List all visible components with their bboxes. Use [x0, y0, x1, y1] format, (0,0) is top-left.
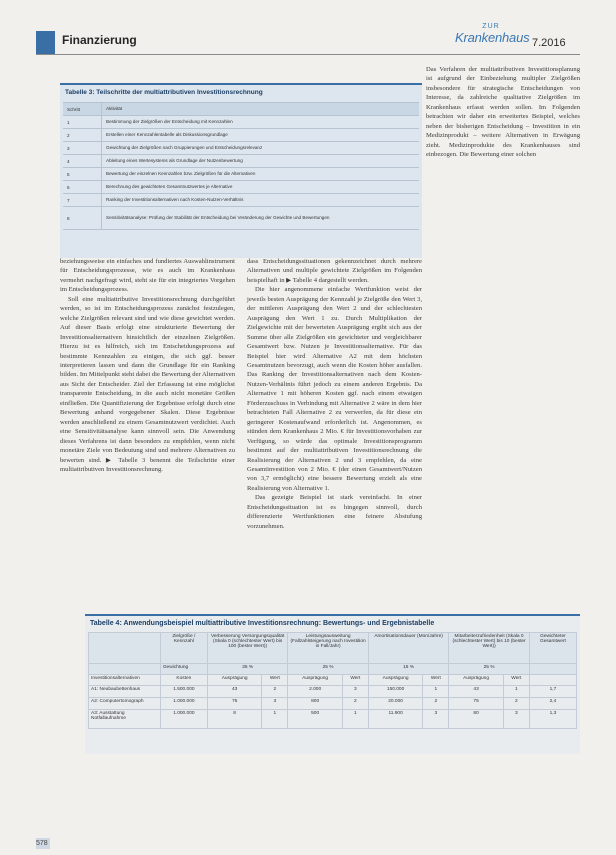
value-cell: 75: [207, 698, 261, 710]
step-number: 3: [63, 142, 102, 154]
value-cell: 3: [503, 710, 529, 729]
section-color-tab: [36, 31, 55, 54]
issue-number: 7.2016: [532, 37, 566, 49]
step-number: 2: [63, 129, 102, 141]
subheader-kosten: Kosten: [160, 675, 207, 686]
table-row: [63, 193, 419, 206]
total-cell: 2,4: [529, 698, 576, 710]
table-4-title: Tabelle 4: Anwendungsbeispiel multiattributive Investitionsrechnung: Bewertungs- und Ergebnistabelle: [90, 620, 435, 627]
cost-cell: 1.500.000: [160, 686, 207, 698]
weight-value: 25 %: [288, 664, 368, 675]
table-3-title: Tabelle 3: Teilschritte der multiattributiven Investitionsrechnung: [65, 89, 263, 96]
value-cell: 2: [342, 698, 368, 710]
table-4-box: [85, 614, 580, 754]
paragraph: Das Verfahren der multiattributiven Investitionsplanung ist aufgrund der Einbeziehung multipler Zielgrößen insbesondere für strategische Entscheidungen von Interesse, da zahlreiche qualitative Zielgrößen im Krankenhaus erfasst werden sollen. Im Folgenden betrachten wir daher ein erweitertes Beispiel, welches neben der bisherigen Entscheidung – Investition in ein Medizinprodukt – weitere Alternativen in Erwägung zieht. Medizinprodukte des Krankenhauses sind einbezogen. Die Bewertung einer solchen: [426, 66, 580, 159]
table-4-weights-row: [89, 664, 577, 675]
section-title: Finanzierung: [62, 33, 137, 47]
value-cell: 3: [423, 710, 449, 729]
alternative-name: A1: Neubaubettenhaus: [89, 686, 161, 698]
table-row: [89, 686, 577, 698]
step-activity: Ableitung eines Wertesystems als Grundlage der Nutzenbewertung: [106, 158, 243, 163]
weight-value: 15 %: [368, 664, 448, 675]
value-cell: 2.000: [288, 686, 342, 698]
step-number: 4: [63, 155, 102, 167]
table-3-box: [60, 83, 422, 258]
paragraph: Die hier angenommene einfache Wertfunktion weist der jeweils besten Ausprägung der Kennzahl je Zielgröße den Wert 3, der mittleren Ausprägung den Wert 2 und der schlechtesten Ausprägung den Wert 1 zu. Durch Multiplikation der Zielgewichte mit der bewerteten Ausprägung ergibt sich aus der Summe über alle Zielgrößen ein gewichteter und vergleichbarer Gesamtwert bzw. Nutzen je Investitionsalternative. Für das Beispiel hier wird Alternative A2 mit dem höchsten Gesamtnutzen bevorzugt, auch wenn die Kosten höher ausfallen. Das Ranking der Investitionsalternativen nach dem Kosten-Nutzen-Verhältnis führt jedoch zu einem anderen Ergebnis. Da Alternative 1 mit höheren Kosten ggf. nach einem etwaigen Förderzuschuss in Verbindung mit Alternative 2 wäre in dem hier betrachteten Fall Alternative 2 zu verwerfen, da für diese ein geringerer Kostenaufwand erforderlich ist. Angenommen, es stünden dem Krankenhaus 2 Mio. € für Investitionsvorhaben zur Verfügung, so würde das optimale Investitionsprogramm bestimmt auf der multiattributiven Investitionsrechnung die Realisierung der Alternativen 2 und 3 empfehlen, da eine Gesamtinvestition von 2 Mio. € (der einen Gesamtwert/Nutzen von 3,7 ermöglicht) eine bessere Bewertung erzielt als eine Realisierung von Alternative 1.: [247, 286, 422, 492]
header-gesamtwert: Gewichteter Gesamtwert: [529, 633, 576, 664]
step-number: 8: [63, 207, 102, 229]
empty-cell: [89, 633, 161, 664]
subheader-wert: Wert: [262, 675, 288, 686]
step-number: 5: [63, 168, 102, 180]
step-number: 6: [63, 181, 102, 193]
value-cell: 1: [423, 686, 449, 698]
value-cell: 150.000: [368, 686, 422, 698]
header-mitarbeiterzufriedenheit: Mitarbeiterzufriedenheit (Skala 0 (schlechtester Wert) bis 10 (bester Wert)): [449, 633, 529, 664]
value-cell: 75: [449, 698, 503, 710]
value-cell: 2: [262, 686, 288, 698]
header-versorgungsqualitaet: Verbesserung Versorgungsqualität (Skala 0 (schlechtester Wert) bis 100 (bester Wert)): [207, 633, 287, 664]
page-number: 578: [36, 840, 48, 847]
table-4-subheader-row: [89, 675, 577, 686]
header-divider: [36, 54, 580, 55]
header-zielgroesse: Zielgröße / Kennzahl: [160, 633, 207, 664]
value-cell: 2: [423, 698, 449, 710]
value-cell: 20.000: [368, 698, 422, 710]
table-3-header-step: Schritt: [63, 103, 102, 115]
alternative-name: A2: Computertomograph: [89, 698, 161, 710]
right-column-text: [426, 65, 580, 160]
subheader-wert: Wert: [503, 675, 529, 686]
subheader-auspraegung: Ausprägung: [288, 675, 342, 686]
magazine-logo: [455, 23, 530, 53]
alternative-name: A3: Ausstattung Notfallaufnahme: [89, 710, 161, 729]
cost-cell: 1.000.000: [160, 698, 207, 710]
paragraph: dass Entscheidungssituationen gekennzeichnet durch mehrere Alternativen und multiple gewichtete Zielgrößen im Folgenden beispielhaft in ▶ Tabelle 4 dargestellt werden.: [247, 258, 422, 284]
value-cell: 8: [207, 710, 261, 729]
subheader-wert: Wert: [342, 675, 368, 686]
step-activity: Gewichtung der Zielgrößen nach Gruppierungen und Entscheidungsrelevanz: [106, 145, 263, 150]
logo-big-text: Krankenhaus: [455, 30, 530, 45]
table-row: [63, 141, 419, 154]
step-number: 7: [63, 194, 102, 206]
logo-small-text: ZUR: [482, 23, 500, 30]
cost-cell: 1.000.000: [160, 710, 207, 729]
total-cell: 1,7: [529, 686, 576, 698]
weight-value: 25 %: [449, 664, 529, 675]
table-row: [63, 128, 419, 141]
step-activity: Sensitivitätsanalyse: Prüfung der Stabilität der Entscheidung bei Veränderung der Gewichte und Bewertungen: [106, 215, 330, 220]
value-cell: 500: [288, 710, 342, 729]
table-3-header-activity: Aktivität: [106, 106, 123, 111]
value-cell: 43: [207, 686, 261, 698]
table-3-header-row: [63, 102, 419, 115]
step-activity: Erstellen einer Kennzahlentabelle als Diskussionsgrundlage: [106, 132, 228, 137]
subheader-alternatives: Investitionsalternativen: [89, 675, 161, 686]
value-cell: 43: [449, 686, 503, 698]
value-cell: 3: [262, 698, 288, 710]
paragraph: Das gezeigte Beispiel ist stark vereinfacht. In einer Entscheidungssituation ist es hingegen sinnvoll, durch differenzierte Wertfunktionen eine feinere Abstufung vorzunehmen.: [247, 494, 422, 530]
table-row: [89, 698, 577, 710]
table-3-grid: [63, 102, 419, 230]
table-row: [63, 154, 419, 167]
header-amortisationsdauer: Amortisationsdauer (Mon/Jahre): [368, 633, 448, 664]
weight-value: 35 %: [207, 664, 287, 675]
step-activity: Bewertung der einzelnen Kennzahlen bzw. Zielgrößen für die Alternativen: [106, 171, 256, 176]
empty-cell: [529, 675, 576, 686]
value-cell: 3: [342, 686, 368, 698]
empty-cell: [89, 664, 161, 675]
paragraph: beziehungsweise ein einfaches und fundiertes Auswahlinstrument für Entscheidungsprozesse, wie es auch im Krankenhaus vermehrt nachgefragt wird, steht sie für ein integriertes Vorgehen im Entscheidungsprozess.: [60, 258, 235, 294]
table-row: [63, 167, 419, 180]
table-row: [63, 206, 419, 230]
table-row: [63, 115, 419, 128]
step-activity: Bestimmung der Zielgrößen der Entscheidung mit Kennzahlen: [106, 119, 233, 124]
header-leistungsausweitung: Leistungsausweitung (Fallzahlsteigerung nach Investition in Fall/Jahr): [288, 633, 368, 664]
left-column-text: [60, 257, 235, 474]
paragraph: Soll eine multiattributive Investitionsrechnung durchgeführt werden, so ist im Entscheidungsprozess zunächst festzulegen, welche Zielgrößen relevant sind und wie diese gewichtet werden. Auf dieser Basis erfolgt eine strukturierte Bewertung der Investitionsalternativen hinsichtlich der einzelnen Zielgrößen. Hierzu ist es hilfreich, sich im Entscheidungsprozess auf bestimmte Kennzahlen zu einigen, die sich ggf. besser interpretieren lassen und dann die Grundlage für ein Ranking bilden. Im Mittelpunkt steht dabei die Bewertung der Alternativen aus Sicht der Entscheider. Ziel der Erfassung ist eine möglichst transparente Entscheidung, in die auch nicht monetäre Größen einfließen. Die Quantifizierung der Ergebnisse erfolgt durch eine Bewertung anhand vorgegebener Skalen. Diese Ergebnisse werden anschließend zu einem Gesamtnutzwert verdichtet. Auch eine Sensitivitätsanalyse kann sinnvoll sein. Die Anwendung dieses Verfahrens ist dann besonders zu empfehlen, wenn nicht monetäre Ziele von Bedeutung sind und mehrere Alternativen zu bewerten sind. ▶ Tabelle 3 benennt die Teilschritte einer multiattributiven Investitionsrechnung.: [60, 295, 235, 473]
subheader-auspraegung: Ausprägung: [368, 675, 422, 686]
step-activity: Berechnung des gewichteten Gesamtnutzwertes je Alternative: [106, 184, 233, 189]
subheader-auspraegung: Ausprägung: [449, 675, 503, 686]
table-row: [89, 710, 577, 729]
subheader-wert: Wert: [423, 675, 449, 686]
value-cell: 800: [288, 698, 342, 710]
value-cell: 11.900: [368, 710, 422, 729]
value-cell: 1: [262, 710, 288, 729]
value-cell: 2: [503, 698, 529, 710]
value-cell: 80: [449, 710, 503, 729]
value-cell: 1: [342, 710, 368, 729]
table-4-header-row: [89, 633, 577, 664]
empty-cell: [529, 664, 576, 675]
table-4: [88, 632, 577, 729]
step-activity: Ranking der Investitionsalternativen nach Kosten-Nutzen-Verhältnis: [106, 197, 244, 202]
weights-label: Gewichtung: [160, 664, 207, 675]
table-row: [63, 180, 419, 193]
subheader-auspraegung: Ausprägung: [207, 675, 261, 686]
step-number: 1: [63, 116, 102, 128]
value-cell: 1: [503, 686, 529, 698]
total-cell: 1,3: [529, 710, 576, 729]
middle-column-text: [247, 257, 422, 531]
